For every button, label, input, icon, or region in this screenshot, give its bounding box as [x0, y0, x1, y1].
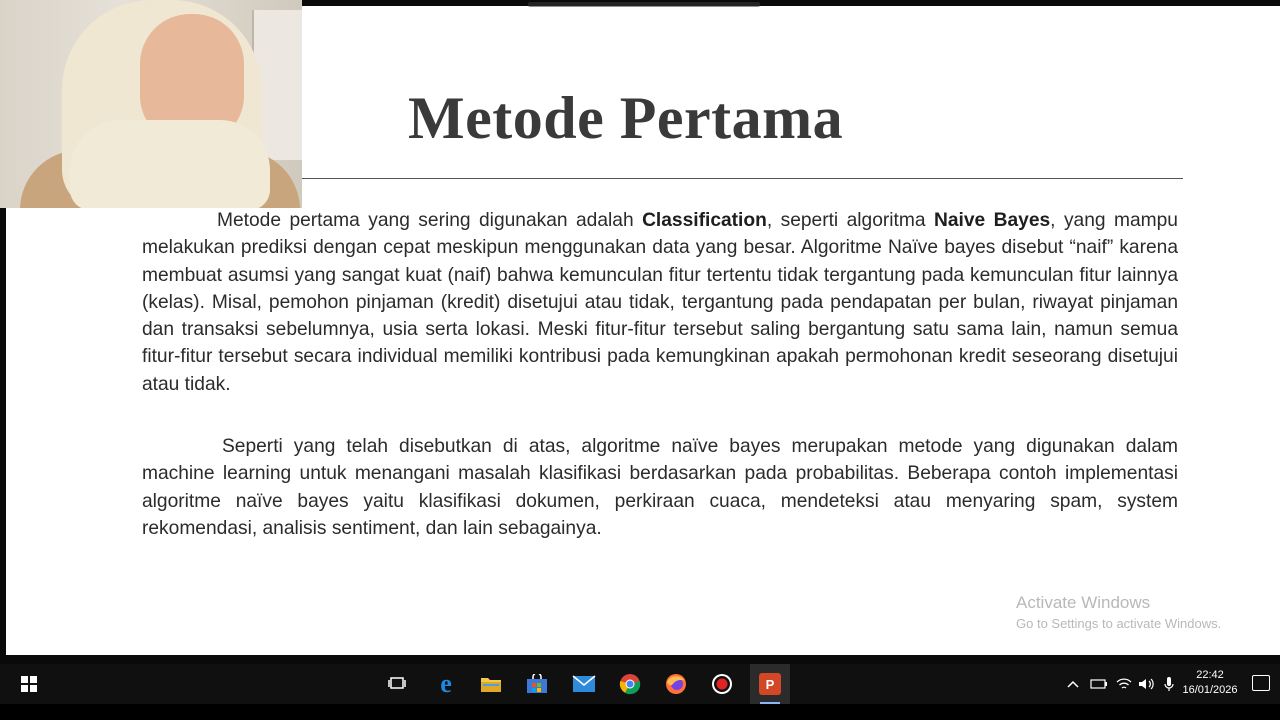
chrome-icon[interactable] — [614, 664, 646, 704]
edge-glyph: e — [440, 669, 452, 698]
file-explorer-icon[interactable] — [475, 664, 507, 704]
paragraph-1-mid: , seperti algoritma — [766, 210, 934, 231]
battery-icon[interactable] — [1090, 678, 1108, 690]
clock-date: 16/01/2026 — [1182, 684, 1238, 696]
slide-title: Metode Pertama — [408, 85, 844, 151]
blurred-header-text — [528, 2, 760, 7]
term-naive-bayes: Naive Bayes — [933, 210, 1051, 231]
taskbar-clock[interactable] — [1180, 668, 1240, 698]
title-divider — [302, 178, 1183, 179]
presenter-scarf — [70, 120, 270, 208]
store-icon[interactable] — [521, 664, 553, 704]
system-tray — [1066, 664, 1174, 704]
activate-windows-watermark — [1016, 593, 1221, 631]
task-view-icon[interactable] — [381, 664, 413, 704]
windows-start-icon[interactable] — [14, 664, 44, 704]
activate-windows-title: Activate Windows — [1016, 593, 1151, 612]
powerpoint-glyph: P — [759, 673, 781, 695]
edge-icon[interactable] — [430, 664, 462, 704]
powerpoint-icon[interactable] — [750, 664, 790, 704]
chevron-up-icon[interactable] — [1066, 679, 1080, 689]
paragraph-1-rest: , yang mampu melakukan prediksi dengan cepat meskipun menggunakan data yang besar. Algoritme Naïve bayes disebut “naif” karena membuat asumsi yang sangat kuat (naif) bahwa kemunculan fitur tertentu tidak tergantung pada kemunculan fitur lainnya (kelas). Misal, pemohon pinjaman (kredit) disetujui atau tidak, tergantung pada pendapatan per bulan, riwayat pinjaman dan transaksi sebelumnya, usia serta lokasi. Meski fitur-fitur tersebut saling bergantung satu sama lain, namun semua fitur-fitur tersebut secara individual memiliki kontribusi pada kemungkinan apakah permohonan kredit seseorang disetujui atau tidak. — [142, 210, 1178, 395]
slide-paragraph-1 — [142, 207, 1178, 398]
webcam-overlay — [0, 0, 302, 208]
notification-center-icon[interactable] — [1252, 675, 1270, 691]
wifi-icon[interactable] — [1116, 677, 1132, 691]
bottom-black-bar — [0, 704, 1280, 720]
microphone-icon[interactable] — [1164, 676, 1174, 692]
volume-icon[interactable] — [1138, 677, 1156, 691]
clock-time: 22:42 — [1196, 669, 1224, 681]
slide-paragraph-2: Seperti yang telah disebutkan di atas, algoritme naïve bayes merupakan metode yang digunakan dalam machine learning untuk menangani masalah klasifikasi berdasarkan pada probabilitas. Beberapa contoh implementasi algoritme naïve bayes yaitu klasifikasi dokumen, perkiraan cuaca, mendeteksi atau menyaring spam, system rekomendasi, analisis sentiment, dan lain sebagainya. — [142, 436, 1178, 539]
record-icon[interactable] — [706, 664, 738, 704]
term-classification: Classification — [642, 210, 767, 231]
firefox-icon[interactable] — [660, 664, 692, 704]
activate-windows-subtitle: Go to Settings to activate Windows. — [1016, 616, 1222, 631]
mail-icon[interactable] — [568, 664, 600, 704]
paragraph-1-intro: Metode pertama yang sering digunakan adalah — [217, 210, 643, 231]
